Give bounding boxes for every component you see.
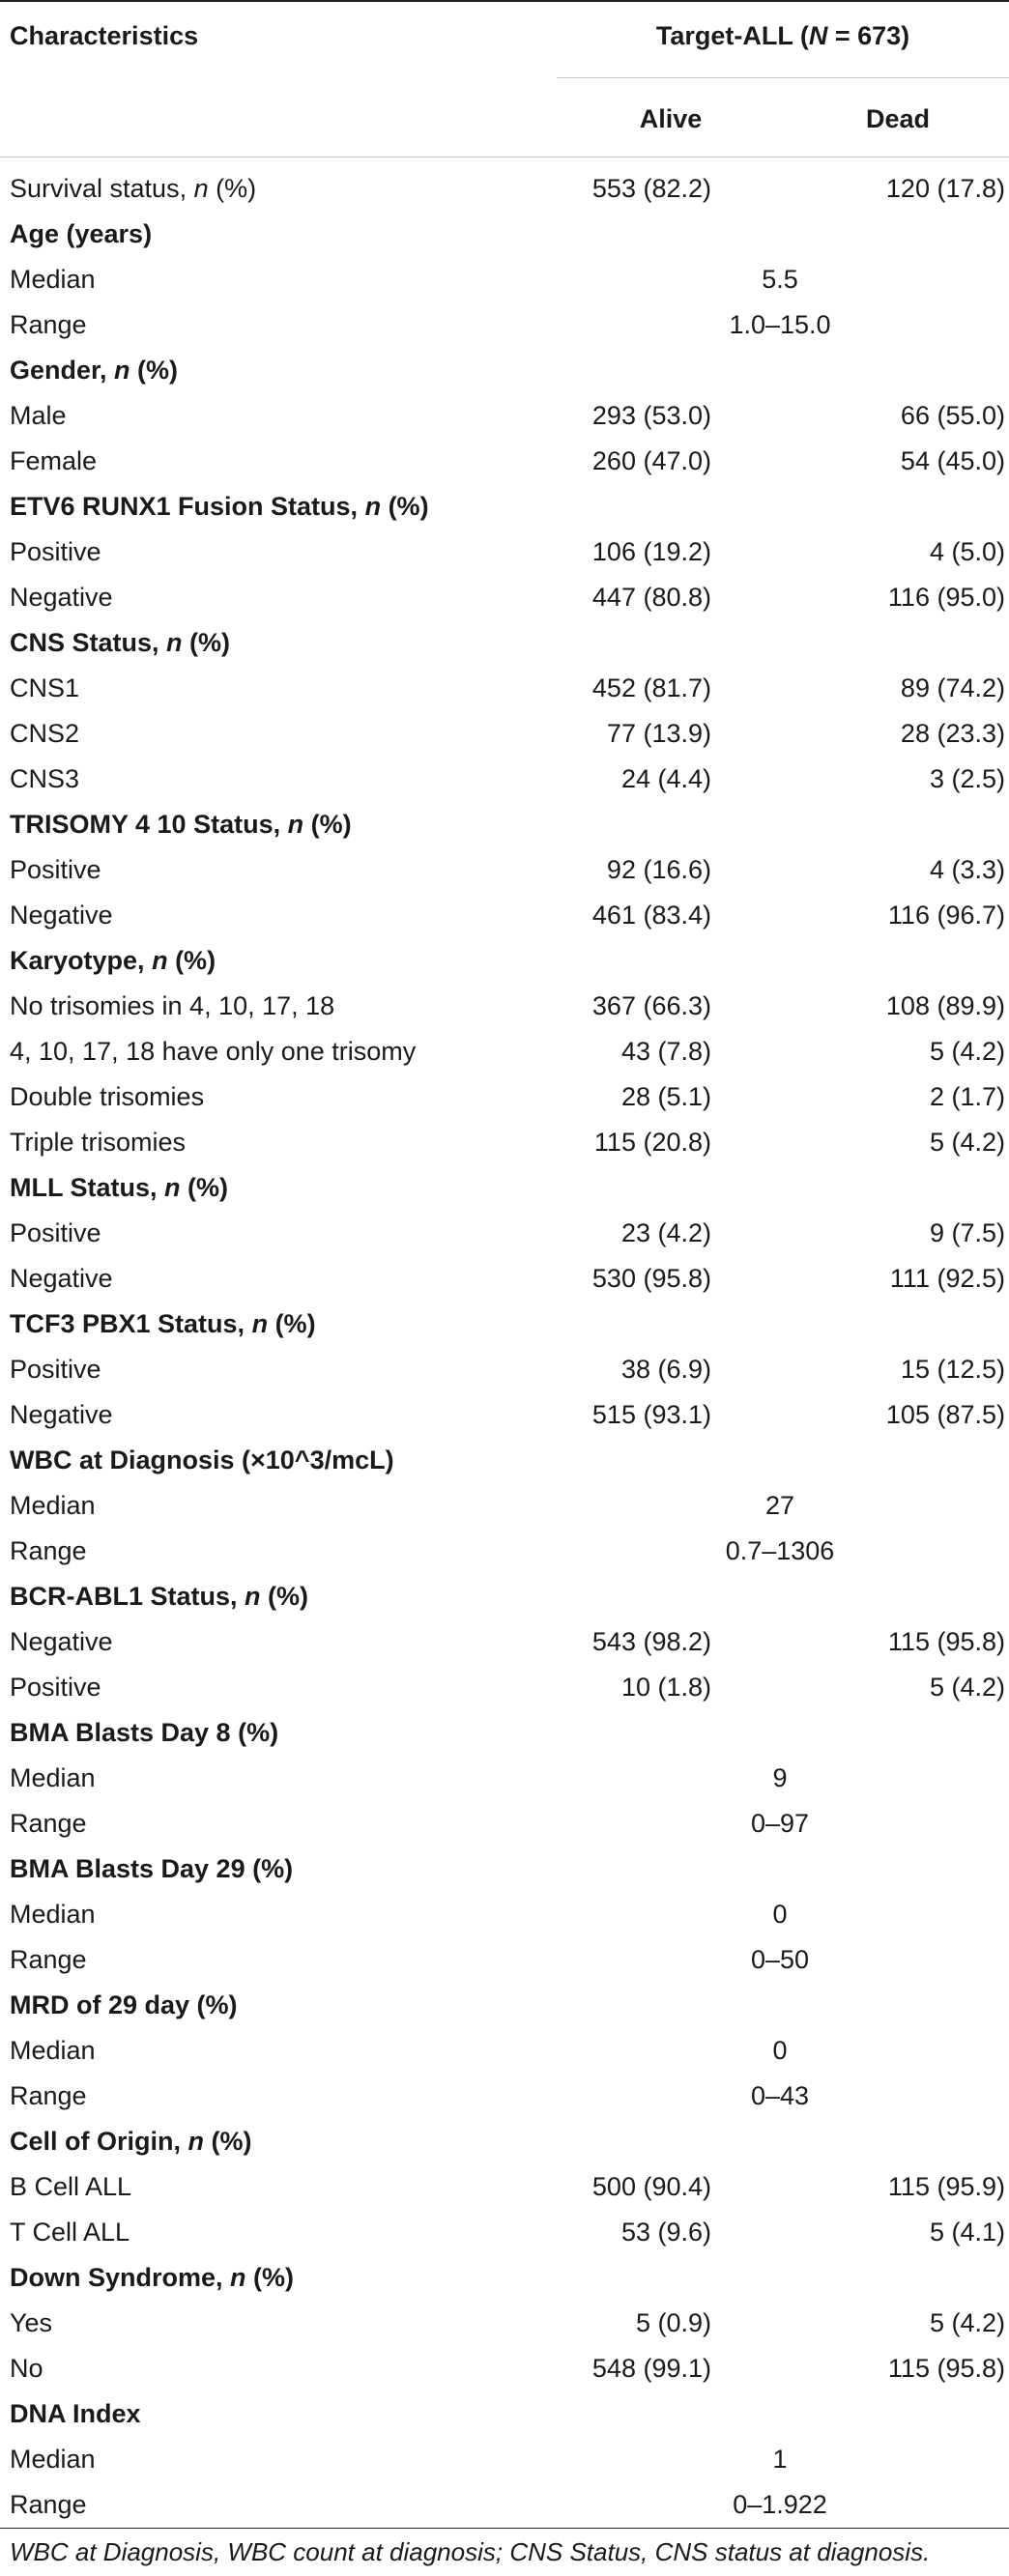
alive-value-cell: 293 (53.0) bbox=[591, 401, 711, 430]
dead-value-cell: 5 (4.2) bbox=[929, 2308, 1005, 2337]
combined-value-cell: 27 bbox=[764, 1491, 795, 1520]
dead-value-cell: 111 (92.5) bbox=[889, 1264, 1005, 1293]
section-header-row bbox=[0, 1846, 1009, 1892]
section-header-row bbox=[0, 212, 1009, 257]
row-label: Negative bbox=[10, 1627, 113, 1656]
dead-value-cell: 54 (45.0) bbox=[900, 446, 1005, 475]
section-label: Gender, n (%) bbox=[10, 356, 179, 385]
row-label: Positive bbox=[10, 1355, 101, 1384]
row-label: Median bbox=[10, 2036, 96, 2065]
alive-value-cell: 43 (7.8) bbox=[620, 1037, 711, 1066]
row-label: Median bbox=[10, 1763, 96, 1792]
alive-value-cell: 23 (4.2) bbox=[620, 1218, 711, 1247]
table-row bbox=[0, 2164, 1009, 2210]
section-label: TCF3 PBX1 Status, n (%) bbox=[10, 1309, 316, 1338]
section-header-row bbox=[0, 2391, 1009, 2437]
section-label: BMA Blasts Day 8 (%) bbox=[10, 1718, 279, 1747]
section-header-row bbox=[0, 938, 1009, 984]
row-label: CNS2 bbox=[10, 719, 80, 748]
section-label: Down Syndrome, n (%) bbox=[10, 2263, 295, 2292]
table-row bbox=[0, 1392, 1009, 1438]
row-label: Range bbox=[10, 310, 87, 339]
section-label: DNA Index bbox=[10, 2399, 141, 2428]
combined-value-cell: 0–43 bbox=[750, 2081, 810, 2110]
table-row bbox=[0, 757, 1009, 802]
row-label: Double trisomies bbox=[10, 1082, 205, 1111]
row-label: No bbox=[10, 2354, 43, 2383]
table-row bbox=[0, 1256, 1009, 1302]
table-row bbox=[0, 666, 1009, 711]
combined-value-cell: 0.7–1306 bbox=[725, 1536, 835, 1565]
dead-value-cell: 15 (12.5) bbox=[900, 1355, 1005, 1384]
alive-value-cell: 530 (95.8) bbox=[591, 1264, 711, 1293]
dead-value-cell: 2 (1.7) bbox=[929, 1082, 1005, 1111]
table-row bbox=[0, 1120, 1009, 1165]
section-label: Age (years) bbox=[10, 219, 153, 248]
dead-value-cell: 5 (4.1) bbox=[929, 2218, 1005, 2247]
section-header-row bbox=[0, 1302, 1009, 1347]
alive-value-cell: 260 (47.0) bbox=[591, 446, 711, 475]
table-bottom-rule bbox=[0, 2528, 1009, 2529]
combined-value-cell: 1 bbox=[772, 2445, 788, 2474]
table-row bbox=[0, 1483, 1009, 1529]
combined-value-cell: 9 bbox=[772, 1763, 788, 1792]
row-label: Male bbox=[10, 401, 67, 430]
table-row bbox=[0, 1801, 1009, 1846]
table-row bbox=[0, 302, 1009, 348]
row-label: Negative bbox=[10, 583, 113, 612]
dead-value-cell: 115 (95.8) bbox=[887, 2354, 1005, 2383]
dead-value-cell: 5 (4.2) bbox=[929, 1673, 1005, 1702]
dead-value-cell: 9 (7.5) bbox=[929, 1218, 1005, 1247]
alive-value-cell: 77 (13.9) bbox=[606, 719, 711, 748]
table-row bbox=[0, 575, 1009, 620]
row-label: Range bbox=[10, 1536, 87, 1565]
alive-value-cell: 5 (0.9) bbox=[635, 2308, 711, 2337]
table-row bbox=[0, 257, 1009, 302]
section-label: CNS Status, n (%) bbox=[10, 628, 231, 657]
row-label: CNS3 bbox=[10, 764, 80, 793]
section-header-row bbox=[0, 348, 1009, 393]
section-label: MLL Status, n (%) bbox=[10, 1173, 229, 1202]
combined-value-cell: 0–97 bbox=[750, 1809, 810, 1838]
combined-value-cell: 0–50 bbox=[750, 1945, 810, 1974]
dead-value-cell: 5 (4.2) bbox=[929, 1037, 1005, 1066]
table-row bbox=[0, 2346, 1009, 2391]
row-label: Median bbox=[10, 265, 96, 294]
dead-value-cell: 4 (5.0) bbox=[929, 537, 1005, 566]
column-group-header: Target-ALL (N = 673) bbox=[655, 21, 910, 50]
table-row bbox=[0, 1892, 1009, 1937]
section-label: WBC at Diagnosis (×10^3/mcL) bbox=[10, 1445, 394, 1474]
table-row bbox=[0, 1937, 1009, 1983]
alive-value-cell: 515 (93.1) bbox=[591, 1400, 711, 1429]
alive-value-cell: 500 (90.4) bbox=[591, 2172, 711, 2201]
table-row bbox=[0, 1665, 1009, 1710]
row-label: Median bbox=[10, 2445, 96, 2474]
table-row bbox=[0, 847, 1009, 893]
dead-value-cell: 116 (96.7) bbox=[887, 901, 1005, 930]
alive-value-cell: 106 (19.2) bbox=[591, 537, 711, 566]
row-label: Range bbox=[10, 1945, 87, 1974]
dead-value-cell: 115 (95.8) bbox=[887, 1627, 1005, 1656]
combined-value-cell: 0 bbox=[772, 2036, 788, 2065]
alive-value-cell: 10 (1.8) bbox=[620, 1673, 711, 1702]
table-row bbox=[0, 2028, 1009, 2074]
table-row bbox=[0, 2074, 1009, 2119]
section-header-row bbox=[0, 1438, 1009, 1483]
combined-value-cell: 5.5 bbox=[762, 265, 798, 294]
table-row bbox=[0, 711, 1009, 757]
dead-value-cell: 28 (23.3) bbox=[900, 719, 1005, 748]
table-row bbox=[0, 893, 1009, 938]
table-row bbox=[0, 2482, 1009, 2528]
section-header-row bbox=[0, 1165, 1009, 1211]
alive-value-cell: 461 (83.4) bbox=[591, 901, 711, 930]
row-label: Positive bbox=[10, 855, 101, 884]
row-label: Median bbox=[10, 1900, 96, 1929]
group-header-rule bbox=[557, 77, 1009, 78]
table-footnote: WBC at Diagnosis, WBC count at diagnosis; CNS Status, CNS status at diagnosis. bbox=[10, 2537, 931, 2566]
table-top-rule bbox=[0, 0, 1009, 2]
dead-value-cell: 108 (89.9) bbox=[885, 991, 1005, 1020]
table-row bbox=[0, 1211, 1009, 1256]
dead-value-cell: 120 (17.8) bbox=[885, 174, 1005, 203]
section-label: BCR-ABL1 Status, n (%) bbox=[10, 1582, 309, 1611]
dead-value-cell: 115 (95.9) bbox=[887, 2172, 1005, 2201]
section-header-row bbox=[0, 484, 1009, 530]
combined-value-cell: 0 bbox=[772, 1900, 788, 1929]
dead-value-cell: 66 (55.0) bbox=[900, 401, 1005, 430]
row-label: Range bbox=[10, 2081, 87, 2110]
row-label: Positive bbox=[10, 537, 101, 566]
column-header-characteristics: Characteristics bbox=[10, 21, 199, 50]
table-row bbox=[0, 2210, 1009, 2255]
table-row bbox=[0, 393, 1009, 439]
dead-value-cell: 5 (4.2) bbox=[929, 1128, 1005, 1157]
dead-value-cell: 3 (2.5) bbox=[929, 764, 1005, 793]
row-label: No trisomies in 4, 10, 17, 18 bbox=[10, 991, 335, 1020]
section-label: BMA Blasts Day 29 (%) bbox=[10, 1854, 294, 1883]
row-label: Female bbox=[10, 446, 98, 475]
dead-value-cell: 89 (74.2) bbox=[900, 673, 1005, 702]
table-row bbox=[0, 530, 1009, 575]
column-header-dead: Dead bbox=[865, 104, 931, 133]
alive-value-cell: 452 (81.7) bbox=[591, 673, 711, 702]
row-label: Positive bbox=[10, 1673, 101, 1702]
alive-value-cell: 543 (98.2) bbox=[591, 1627, 711, 1656]
row-label: Negative bbox=[10, 1264, 113, 1293]
row-label: Range bbox=[10, 1809, 87, 1838]
table-body bbox=[0, 166, 1009, 2528]
dead-value-cell: 116 (95.0) bbox=[887, 583, 1005, 612]
section-header-row bbox=[0, 802, 1009, 847]
row-label: B Cell ALL bbox=[10, 2172, 132, 2201]
table-row bbox=[0, 2301, 1009, 2346]
row-label: Negative bbox=[10, 901, 113, 930]
row-label: Median bbox=[10, 1491, 96, 1520]
row-label: Positive bbox=[10, 1218, 101, 1247]
alive-value-cell: 367 (66.3) bbox=[591, 991, 711, 1020]
section-header-row bbox=[0, 1574, 1009, 1619]
table-row bbox=[0, 2437, 1009, 2482]
dead-value-cell: 4 (3.3) bbox=[929, 855, 1005, 884]
table-row bbox=[0, 1619, 1009, 1665]
section-label: ETV6 RUNX1 Fusion Status, n (%) bbox=[10, 492, 429, 521]
section-header-row bbox=[0, 620, 1009, 666]
row-label: Negative bbox=[10, 1400, 113, 1429]
section-label: Cell of Origin, n (%) bbox=[10, 2127, 252, 2156]
section-header-row bbox=[0, 1710, 1009, 1756]
row-label: CNS1 bbox=[10, 673, 80, 702]
row-label: Survival status, n (%) bbox=[10, 174, 257, 203]
section-label: Karyotype, n (%) bbox=[10, 946, 216, 975]
section-header-row bbox=[0, 2255, 1009, 2301]
row-label: T Cell ALL bbox=[10, 2218, 130, 2247]
row-label: Range bbox=[10, 2490, 87, 2519]
alive-value-cell: 28 (5.1) bbox=[620, 1082, 711, 1111]
row-label: Triple trisomies bbox=[10, 1128, 187, 1157]
section-label: TRISOMY 4 10 Status, n (%) bbox=[10, 810, 352, 839]
alive-value-cell: 24 (4.4) bbox=[620, 764, 711, 793]
alive-value-cell: 115 (20.8) bbox=[593, 1128, 711, 1157]
row-label: 4, 10, 17, 18 have only one trisomy bbox=[10, 1037, 417, 1066]
combined-value-cell: 0–1.922 bbox=[733, 2490, 827, 2519]
table-row bbox=[0, 1074, 1009, 1120]
alive-value-cell: 53 (9.6) bbox=[620, 2218, 711, 2247]
table-row bbox=[0, 984, 1009, 1029]
table-row bbox=[0, 1529, 1009, 1574]
column-header-alive: Alive bbox=[639, 104, 703, 133]
alive-value-cell: 447 (80.8) bbox=[591, 583, 711, 612]
section-label: MRD of 29 day (%) bbox=[10, 1990, 238, 2019]
dead-value-cell: 105 (87.5) bbox=[885, 1400, 1005, 1429]
combined-value-cell: 1.0–15.0 bbox=[729, 310, 831, 339]
alive-value-cell: 548 (99.1) bbox=[591, 2354, 711, 2383]
alive-value-cell: 553 (82.2) bbox=[591, 174, 711, 203]
section-header-row bbox=[0, 2119, 1009, 2164]
table-row bbox=[0, 166, 1009, 212]
table-row bbox=[0, 439, 1009, 484]
table-row bbox=[0, 1029, 1009, 1074]
section-header-row bbox=[0, 1983, 1009, 2028]
table-row bbox=[0, 1756, 1009, 1801]
table-row bbox=[0, 1347, 1009, 1392]
row-label: Yes bbox=[10, 2308, 53, 2337]
alive-value-cell: 38 (6.9) bbox=[620, 1355, 711, 1384]
alive-value-cell: 92 (16.6) bbox=[606, 855, 711, 884]
